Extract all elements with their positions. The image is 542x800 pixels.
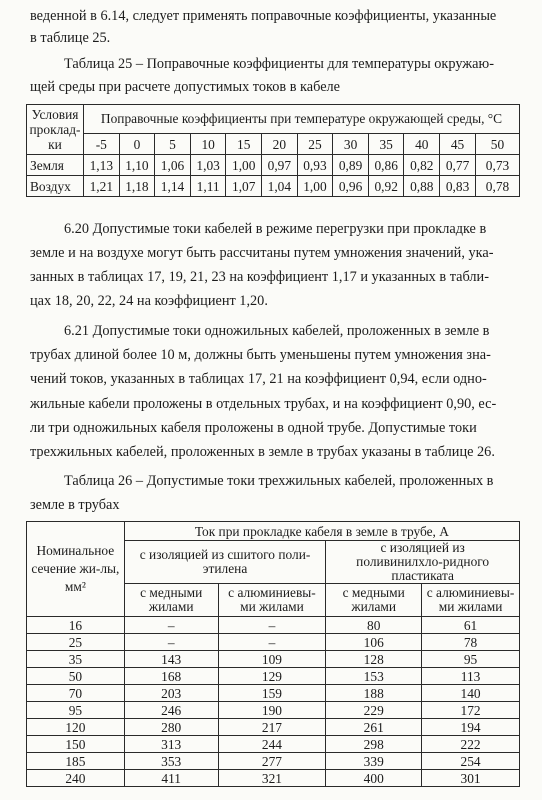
table26-row [27,753,520,770]
table26-current-cell: 143 [124,651,218,668]
table26-section-cell: 50 [27,668,125,685]
table25-cell: 1,00 [297,176,333,197]
table26-current-cell: 109 [218,651,326,668]
table26-current-cell: 222 [422,736,520,753]
table25-cell: 1,07 [226,176,262,197]
table26-current-cell: 321 [218,770,326,787]
table26-section-cell: 120 [27,719,125,736]
table26-header-aluminum: с алюминиевы-ми жилами [422,584,520,617]
table26-row [27,685,520,702]
table26-caption-line-2: земле в трубах [30,497,120,513]
table26-current-cell: 106 [326,634,422,651]
table25-cell: 0,89 [333,155,369,176]
table26-row [27,719,520,736]
table26-section-cell: 95 [27,702,125,719]
table25 [26,104,520,197]
table26-current-cell: 190 [218,702,326,719]
table26-current-cell: 203 [124,685,218,702]
table26-current-cell: – [124,617,218,634]
table26-header-copper: с медными жилами [326,584,422,617]
table25-cell: 1,14 [155,176,191,197]
table25-cell: 0,88 [404,176,440,197]
table25-cell: 0,78 [476,176,520,197]
table26-current-cell: 353 [124,753,218,770]
table25-cell: 1,11 [190,176,226,197]
table26-row [27,736,520,753]
para620-line-1: 6.20 Допустимые токи кабелей в режиме перегрузки при прокладке в [64,221,487,237]
table25-cell: 0,83 [440,176,476,197]
table25-temp-cell: 0 [119,134,155,155]
intro-line-1: веденной в 6.14, следует применять поправочные коэффициенты, указанные [30,8,497,24]
table25-temp-cell: 40 [404,134,440,155]
table26 [26,521,520,787]
table25-temp-cell: 25 [297,134,333,155]
table25-temp-cell: 5 [155,134,191,155]
table26-current-cell: 159 [218,685,326,702]
table26-row [27,702,520,719]
para621-line-3: чений токов, указанных в таблицах 17, 21 на коэффициент 0,94, если одно- [30,371,487,387]
table26-current-cell: – [124,634,218,651]
table26-current-cell: 229 [326,702,422,719]
para621-line-1: 6.21 Допустимые токи одножильных кабелей, проложенных в земле в [64,323,490,339]
table25-row-air [27,176,520,197]
table26-current-cell: 153 [326,668,422,685]
table26-section-cell: 70 [27,685,125,702]
table26-current-cell: 113 [422,668,520,685]
table25-cell: 0,82 [404,155,440,176]
table26-section-cell: 185 [27,753,125,770]
table25-cell: 1,10 [119,155,155,176]
table25-cell: 1,06 [155,155,191,176]
table26-current-cell: 140 [422,685,520,702]
table26-section-cell: 240 [27,770,125,787]
table26-row [27,617,520,634]
table26-section-cell: 35 [27,651,125,668]
table25-temp-cell: 20 [262,134,298,155]
table26-header-pvc: с изоляцией из поливинилхло-ридного пластиката [326,541,520,584]
para621-line-4: жильные кабели проложены в отдельных трубах, и на коэффициент 0,90, ес- [30,396,497,412]
table26-current-cell: – [218,634,326,651]
table26-row [27,668,520,685]
table26-current-cell: 254 [422,753,520,770]
table25-row-label: Земля [27,155,84,176]
table25-caption-line-2: щей среды при расчете допустимых токов в кабеле [30,79,341,95]
table26-current-cell: 80 [326,617,422,634]
para620-line-2: земле и на воздухе могут быть рассчитаны путем умножения значений, ука- [30,245,494,261]
table26-current-cell: 129 [218,668,326,685]
para620-line-4: цах 18, 20, 22, 24 на коэффициент 1,20. [30,293,268,309]
table26-section-cell: 25 [27,634,125,651]
table26-section-cell: 16 [27,617,125,634]
table25-group-header: Поправочные коэффициенты при температуре окружающей среды, °С [84,105,520,134]
table26-current-cell: 298 [326,736,422,753]
table25-temp-cell: 10 [190,134,226,155]
table25-cell: 1,00 [226,155,262,176]
para620-line-3: занных в таблицах 17, 19, 21, 23 на коэффициент 1,17 и указанных в табли- [30,269,489,285]
table26-row [27,770,520,787]
table25-temp-cell: 15 [226,134,262,155]
table26-current-cell: 194 [422,719,520,736]
table25-cell: 0,92 [368,176,404,197]
table26-current-cell: 277 [218,753,326,770]
table25-cell: 0,93 [297,155,333,176]
table26-corner-header: Номинальное сечение жи-лы, мм² [27,522,125,617]
table26-current-cell: 172 [422,702,520,719]
para621-line-6: трехжильных кабелей, проложенных в земле в трубах указаны в таблице 26. [30,444,495,460]
para621-line-2: трубах длиной более 10 м, должны быть уменьшены путем умножения зна- [30,347,491,363]
table25-cell: 0,86 [368,155,404,176]
table26-group-header: Ток при прокладке кабеля в земле в трубе, А [124,522,519,541]
table25-row-earth [27,155,520,176]
table26-current-cell: 246 [124,702,218,719]
table26-body [27,617,520,787]
table26-current-cell: 244 [218,736,326,753]
table26-current-cell: 61 [422,617,520,634]
table26-current-cell: – [218,617,326,634]
para621-line-5: ли три одножильных кабеля проложены в одной трубе. Допустимые токи [30,420,477,436]
table26-current-cell: 95 [422,651,520,668]
table25-cell: 1,18 [119,176,155,197]
table25-temp-cell: 45 [440,134,476,155]
table26-current-cell: 188 [326,685,422,702]
table25-row-label: Воздух [27,176,84,197]
table26-current-cell: 217 [218,719,326,736]
table26-current-cell: 168 [124,668,218,685]
table26-current-cell: 313 [124,736,218,753]
table26-current-cell: 411 [124,770,218,787]
table25-corner-header: Условия проклад-ки [27,105,84,155]
table25-cell: 0,77 [440,155,476,176]
table26-row [27,651,520,668]
table25-temp-cell: 50 [476,134,520,155]
table26-current-cell: 400 [326,770,422,787]
table25-cell: 0,97 [262,155,298,176]
table26-caption-line-1: Таблица 26 – Допустимые токи трехжильных кабелей, проложенных в [64,473,494,489]
table26-header-copper: с медными жилами [124,584,218,617]
table26-current-cell: 339 [326,753,422,770]
table25-cell: 0,96 [333,176,369,197]
table26-current-cell: 301 [422,770,520,787]
table25-temp-cell: 35 [368,134,404,155]
table26-row [27,634,520,651]
table26-section-cell: 150 [27,736,125,753]
table25-cell: 0,73 [476,155,520,176]
table25-cell: 1,13 [84,155,120,176]
table26-header-xlpe: с изоляцией из сшитого поли-этилена [124,541,326,584]
table26-current-cell: 280 [124,719,218,736]
table25-cell: 1,21 [84,176,120,197]
table25-temp-cell: -5 [84,134,120,155]
table26-header-aluminum: с алюминиевы-ми жилами [218,584,326,617]
table25-temp-cell: 30 [333,134,369,155]
table25-cell: 1,04 [262,176,298,197]
table26-current-cell: 128 [326,651,422,668]
table25-cell: 1,03 [190,155,226,176]
table26-current-cell: 261 [326,719,422,736]
table25-temperature-row [27,134,520,155]
table25-caption-line-1: Таблица 25 – Поправочные коэффициенты для температуры окружаю- [64,56,494,72]
table26-current-cell: 78 [422,634,520,651]
intro-line-2: в таблице 25. [30,30,111,46]
